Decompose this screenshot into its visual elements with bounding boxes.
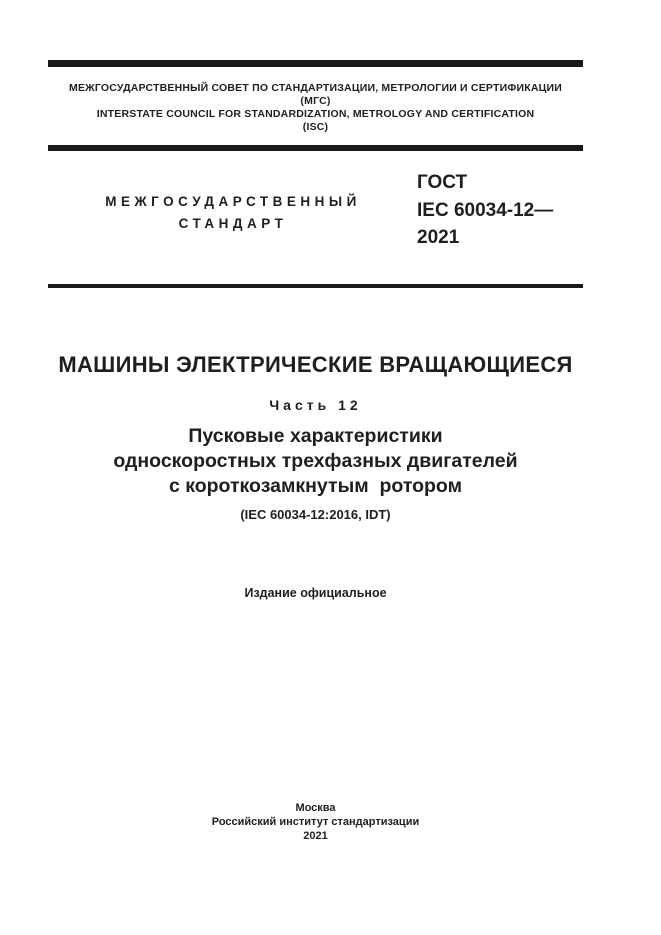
- council-name-ru: МЕЖГОСУДАРСТВЕННЫЙ СОВЕТ ПО СТАНДАРТИЗАЦИИ, МЕТРОЛОГИИ И СЕРТИФИКАЦИИ: [69, 82, 562, 94]
- standard-code-line3: 2021: [417, 227, 460, 248]
- council-abbr-ru: (МГС): [300, 94, 331, 107]
- subtitle-line3: с короткозамкнутым ротором: [168, 475, 463, 497]
- subtitle: [48, 424, 583, 499]
- standard-kind-line2: СТАНДАРТ: [178, 215, 288, 231]
- imprint-publisher: Российский институт стандартизации: [211, 815, 420, 828]
- imprint-city: Москва: [295, 802, 336, 814]
- council-header: [48, 82, 583, 134]
- top-rule: [48, 60, 583, 67]
- standard-kind-line1: МЕЖГОСУДАРСТВЕННЫЙ: [105, 194, 361, 209]
- standard-code: [417, 169, 583, 252]
- header-divider-rule: [48, 145, 583, 151]
- edition-note: Издание официальное: [244, 586, 387, 600]
- standard-code-line2: IEC 60034-12—: [417, 199, 554, 221]
- page-title: МАШИНЫ ЭЛЕКТРИЧЕСКИЕ ВРАЩАЮЩИЕСЯ: [58, 352, 573, 377]
- designation-divider-rule: [48, 284, 583, 288]
- imprint-year: 2021: [303, 829, 328, 842]
- subtitle-line1: Пусковые характеристики: [188, 425, 443, 447]
- idt-reference: (IEC 60034-12:2016, IDT): [240, 507, 391, 522]
- subtitle-line2: односкоростных трехфазных двигателей: [113, 450, 518, 472]
- standard-kind: [48, 191, 418, 234]
- council-name-en: INTERSTATE COUNCIL FOR STANDARDIZATION, METROLOGY AND CERTIFICATION: [96, 107, 535, 120]
- part-label: Часть 12: [269, 397, 362, 413]
- imprint-block: [48, 802, 583, 843]
- council-abbr-en: (ISC): [302, 120, 329, 133]
- standard-code-line1: ГОСТ: [417, 172, 468, 193]
